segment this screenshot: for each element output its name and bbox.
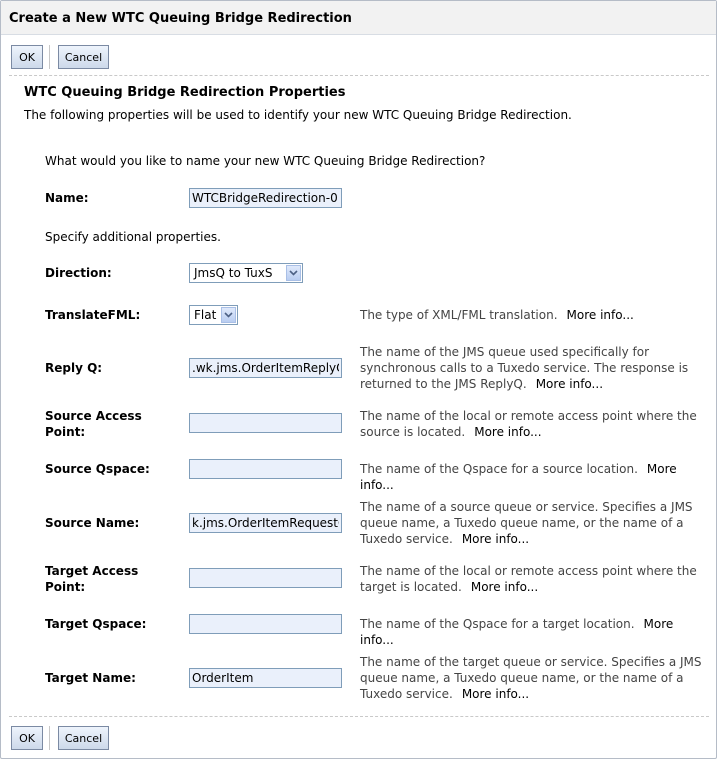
direction-label: Direction:	[45, 266, 112, 280]
button-separator	[49, 45, 50, 69]
translate-fml-help-text: The type of XML/FML translation.	[360, 308, 558, 322]
source-name-help	[360, 499, 705, 547]
more-info-link[interactable]: More info...	[470, 580, 539, 594]
target-qspace-help-text: The name of the Qspace for a target location.	[360, 617, 635, 631]
page-title: Create a New WTC Queuing Bridge Redirection	[9, 11, 352, 26]
cancel-button-bottom[interactable]: Cancel	[58, 726, 109, 750]
more-info-link[interactable]: More info...	[360, 617, 674, 647]
target-name-input[interactable]	[189, 668, 342, 688]
section-description: The following properties will be used to identify your new WTC Queuing Bridge Redirection.	[24, 108, 572, 122]
chevron-down-icon[interactable]	[286, 265, 301, 281]
target-access-point-input[interactable]	[189, 568, 342, 588]
translate-fml-help	[360, 307, 705, 323]
reply-q-input[interactable]	[189, 358, 342, 378]
source-access-point-label: Source Access Point:	[45, 409, 142, 439]
ok-button-top[interactable]: OK	[11, 45, 43, 69]
title-bar	[1, 1, 716, 35]
name-input[interactable]	[189, 188, 342, 208]
divider-bottom	[9, 716, 709, 717]
more-info-link[interactable]: More info...	[461, 687, 530, 701]
section-title: WTC Queuing Bridge Redirection Properties	[24, 85, 346, 100]
source-access-point-input[interactable]	[189, 413, 342, 433]
source-qspace-help-text: The name of the Qspace for a source location.	[360, 462, 638, 476]
reply-q-help-text: The name of the JMS queue used specifically for synchronous calls to a Tuxedo service. The response is returned to the JMS ReplyQ.	[360, 345, 689, 391]
target-qspace-label: Target Qspace:	[45, 617, 147, 631]
target-name-help-text: The name of the target queue or service. Specifies a JMS queue name, a Tuxedo queue name, or the name of a Tuxedo service.	[360, 655, 702, 701]
chevron-down-icon[interactable]	[221, 307, 236, 323]
reply-q-label: Reply Q:	[45, 361, 103, 375]
name-label: Name:	[45, 191, 89, 205]
source-qspace-label: Source Qspace:	[45, 462, 150, 476]
more-info-link[interactable]: More info...	[535, 377, 604, 391]
target-access-point-help-text: The name of the local or remote access point where the target is located.	[360, 564, 697, 594]
target-qspace-input[interactable]	[189, 614, 342, 634]
direction-select[interactable]	[189, 263, 303, 283]
target-name-help	[360, 654, 705, 702]
name-prompt: What would you like to name your new WTC Queuing Bridge Redirection?	[45, 154, 486, 168]
source-qspace-help	[360, 461, 705, 493]
source-access-point-help-text: The name of the local or remote access point where the source is located.	[360, 409, 697, 439]
button-separator	[49, 726, 50, 750]
additional-prompt: Specify additional properties.	[45, 230, 221, 244]
cancel-button-top[interactable]: Cancel	[58, 45, 109, 69]
more-info-link[interactable]: More info...	[566, 308, 634, 322]
target-access-point-label: Target Access Point:	[45, 564, 139, 594]
direction-value: JmsQ to TuxS	[194, 266, 273, 280]
source-access-point-help	[360, 408, 705, 440]
target-name-label: Target Name:	[45, 671, 136, 685]
translate-fml-label: TranslateFML:	[45, 308, 141, 322]
ok-button-bottom[interactable]: OK	[11, 726, 43, 750]
translate-fml-select[interactable]	[189, 305, 238, 325]
source-name-label: Source Name:	[45, 516, 140, 530]
target-qspace-help	[360, 616, 705, 648]
target-access-point-help	[360, 563, 705, 595]
reply-q-help	[360, 344, 705, 392]
more-info-link[interactable]: More info...	[360, 462, 677, 492]
source-name-help-text: The name of a source queue or service. Specifies a JMS queue name, a Tuxedo queue name, or the name of a Tuxedo service.	[360, 500, 693, 546]
more-info-link[interactable]: More info...	[461, 532, 530, 546]
divider-top	[9, 75, 709, 76]
translate-fml-value: Flat	[194, 308, 217, 322]
source-name-input[interactable]	[189, 513, 342, 533]
source-qspace-input[interactable]	[189, 459, 342, 479]
more-info-link[interactable]: More info...	[474, 425, 542, 439]
